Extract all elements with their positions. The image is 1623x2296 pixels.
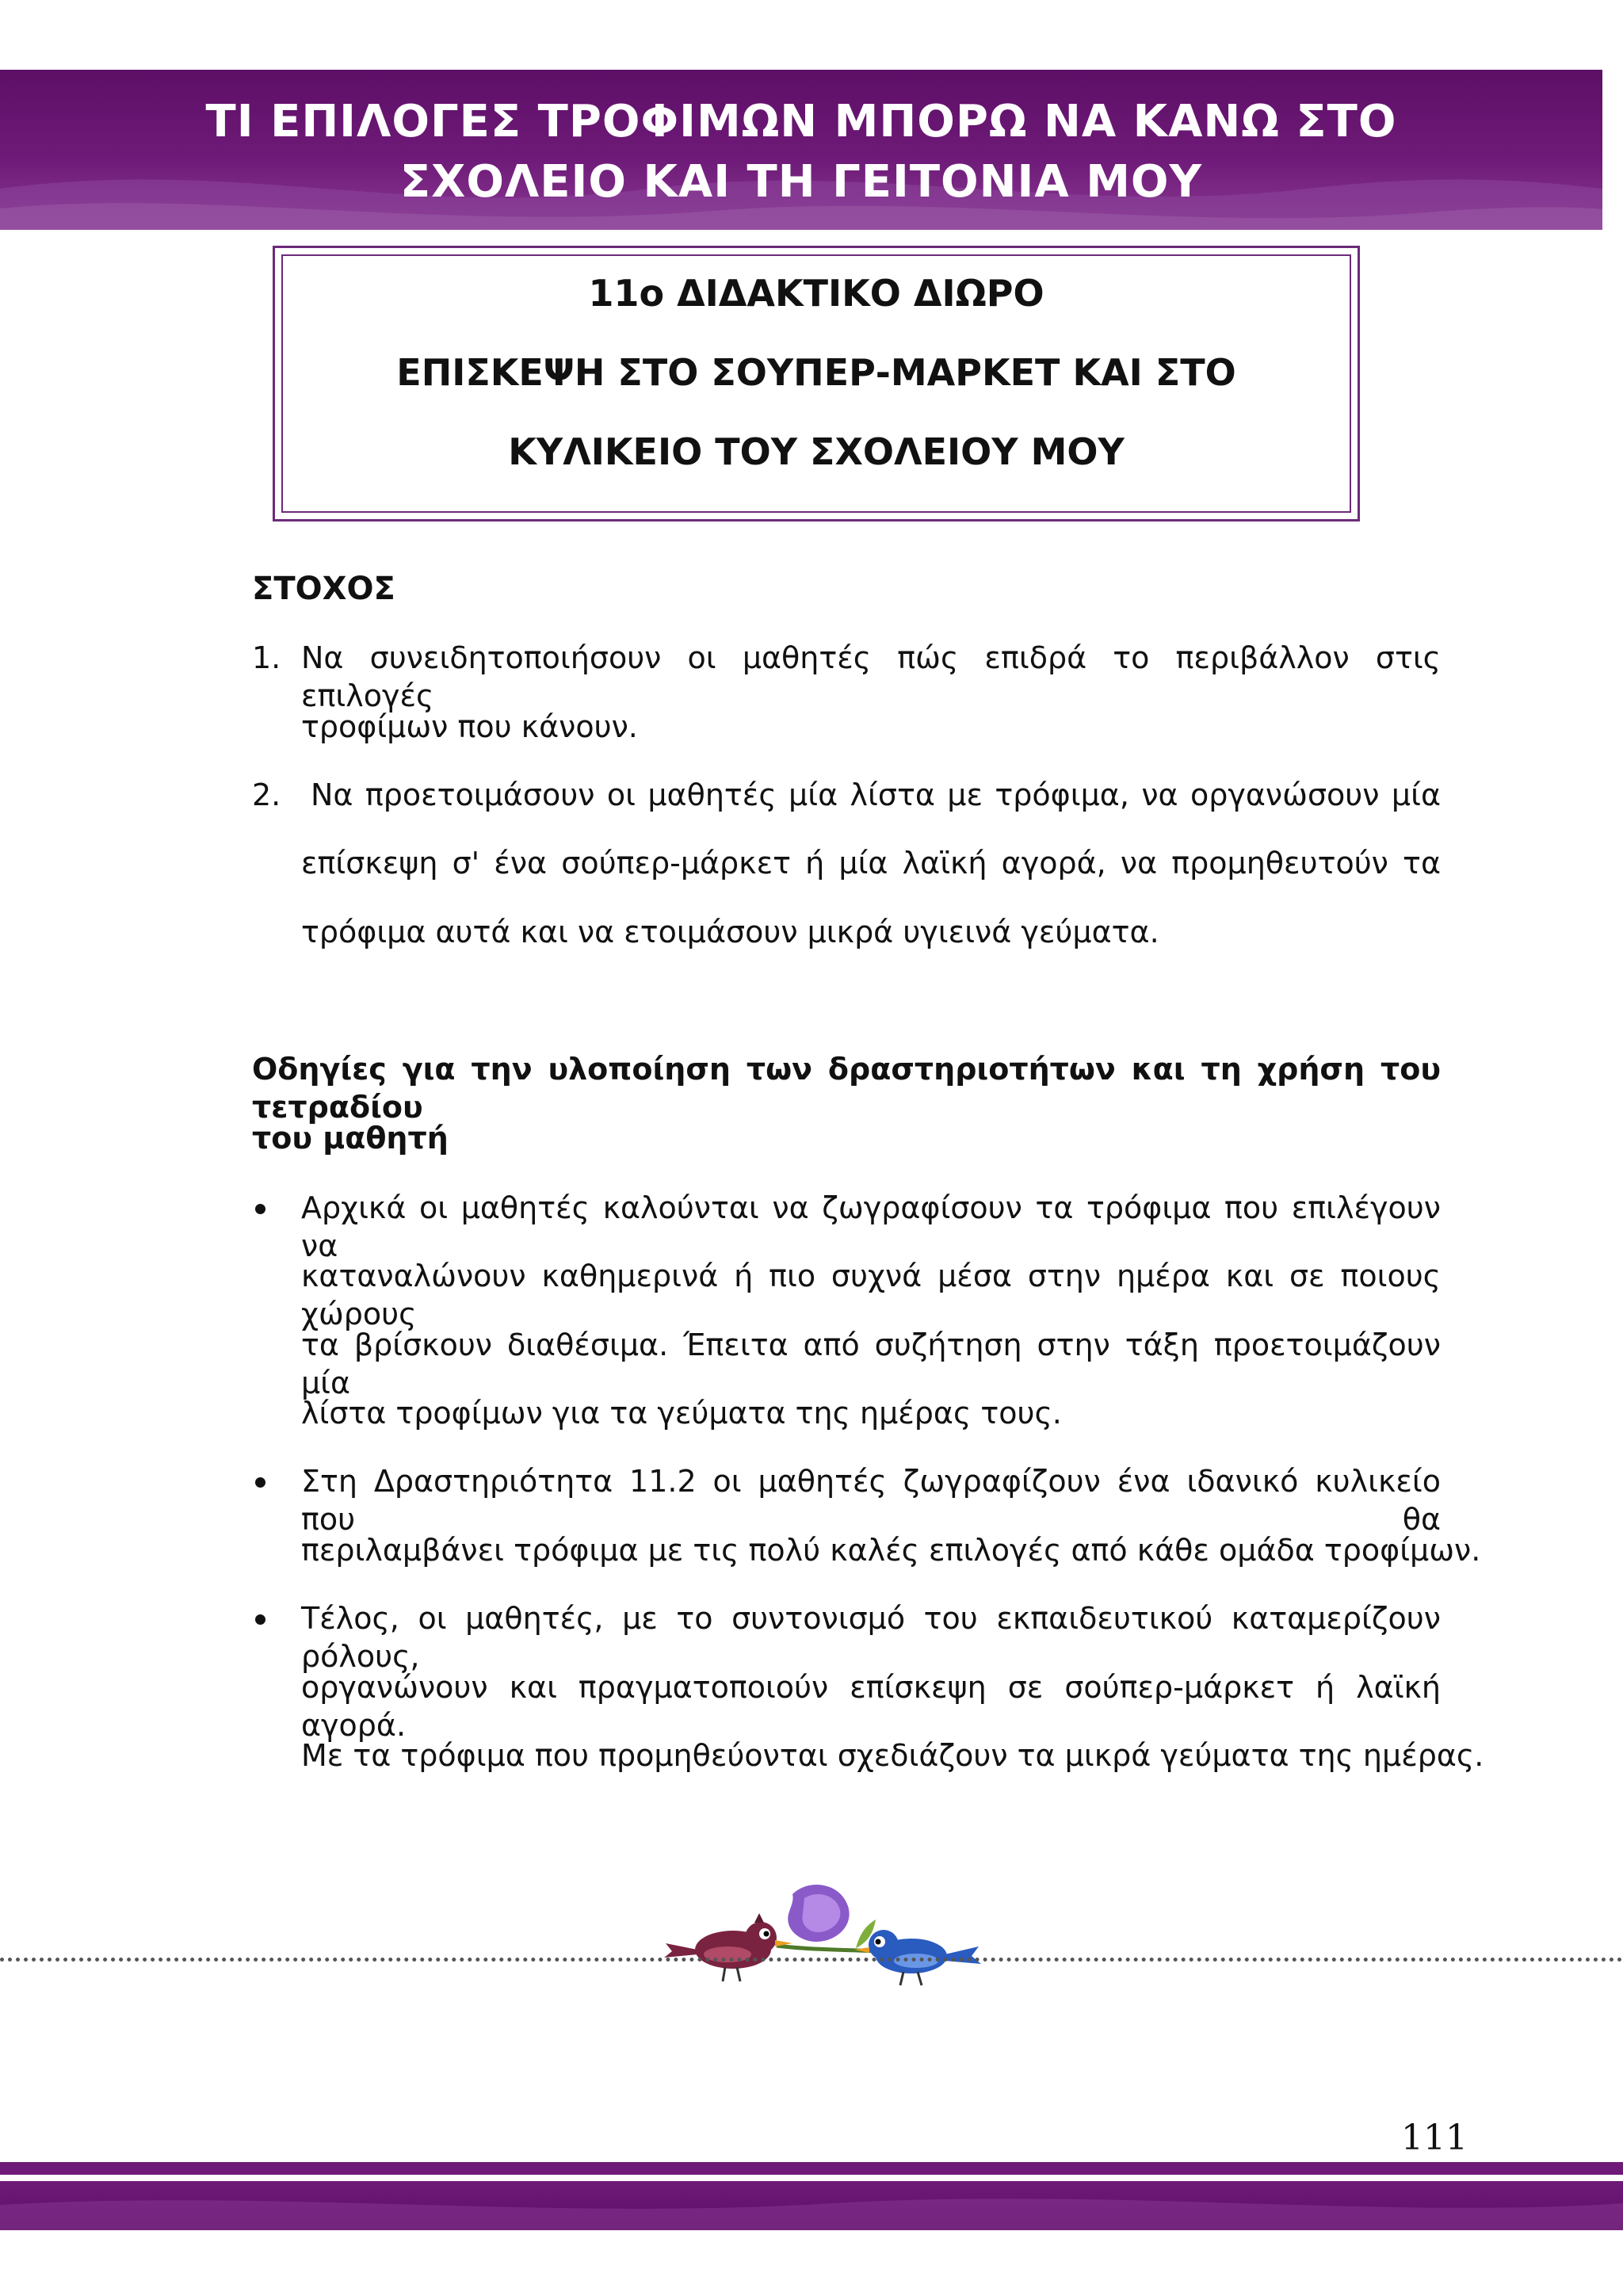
page-title: [0, 92, 1602, 212]
instructions-heading-line-1: Οδηγίες για την υλοποίηση των δραστηριοτήτων και τη χρήση του τετραδίου: [252, 1052, 1441, 1125]
instructions-heading-line-2: του μαθητή: [252, 1121, 449, 1156]
bullet-icon: [255, 1614, 265, 1625]
goal-number-1: 1.: [252, 640, 281, 675]
goal-1-line-1: Να συνειδητοποιήσουν οι μαθητές πώς επιδρά το περιβάλλον στις επιλογές: [301, 640, 1441, 713]
bullet-3-line-3: Με τα τρόφιμα που προμηθεύονται σχεδιάζουν τα μικρά γεύματα της ημέρας.: [301, 1738, 1484, 1773]
footer-dotted-divider: [0, 1958, 1623, 1962]
goal-2-line-1: Να προετοιμάσουν οι μαθητές μία λίστα με τρόφιμα, να οργανώσουν μία: [311, 777, 1441, 812]
footer-bar-thin: [0, 2162, 1623, 2175]
bullet-2-line-1: Στη Δραστηριότητα 11.2 οι μαθητές ζωγραφίζουν ένα ιδανικό κυλικείο που θα: [301, 1464, 1441, 1537]
lesson-title-box: [273, 246, 1360, 521]
bullet-3-line-1: Τέλος, οι μαθητές, με το συντονισμό του εκπαιδευτικού καταμερίζουν ρόλους,: [301, 1601, 1441, 1674]
footer-bar-thick: [0, 2181, 1623, 2230]
page-number: 111: [1401, 2118, 1468, 2158]
footer-wave-decoration: [0, 2181, 1623, 2230]
lesson-title-line-2: ΚΥΛΙΚΕΙΟ ΤΟΥ ΣΧΟΛΕΙΟΥ ΜΟΥ: [508, 430, 1125, 473]
header-banner: [0, 70, 1602, 230]
bullet-1-line-2: καταναλώνουν καθημερινά ή πιο συχνά μέσα στην ημέρα και σε ποιους χώρους: [301, 1259, 1441, 1331]
lesson-number: 11ο ΔΙΔΑΚΤΙΚΟ ΔΙΩΡΟ: [588, 272, 1044, 315]
goal-2-line-2: επίσκεψη σ' ένα σούπερ-μάρκετ ή μία λαϊκή αγορά, να προμηθευτούν τα: [301, 846, 1441, 881]
goals-heading: ΣΤΟΧΟΣ: [252, 571, 395, 607]
bullet-2-line-2: περιλαμβάνει τρόφιμα με τις πολύ καλές επιλογές από κάθε ομάδα τροφίμων.: [301, 1533, 1481, 1568]
bullet-icon: [255, 1477, 265, 1488]
goal-2-line-3: τρόφιμα αυτά και να ετοιμάσουν μικρά υγιεινά γεύματα.: [301, 915, 1159, 949]
page-title-line-1: ΤΙ ΕΠΙΛΟΓΕΣ ΤΡΟΦΙΜΩΝ ΜΠΟΡΩ ΝΑ ΚΑΝΩ ΣΤΟ: [205, 96, 1397, 147]
bullet-1-line-4: λίστα τροφίμων για τα γεύματα της ημέρας τους.: [301, 1396, 1062, 1431]
page-title-line-2: ΣΧΟΛΕΙΟ ΚΑΙ ΤΗ ΓΕΙΤΟΝΙΑ ΜΟΥ: [399, 156, 1203, 208]
bullet-1-line-1: Αρχικά οι μαθητές καλούνται να ζωγραφίσουν τα τρόφιμα που επιλέγουν να: [301, 1190, 1441, 1263]
goal-1-line-2: τροφίμων που κάνουν.: [301, 709, 638, 744]
bullet-icon: [255, 1204, 265, 1214]
bullet-1-line-3: τα βρίσκουν διαθέσιμα. Έπειτα από συζήτηση στην τάξη προετοιμάζουν μία: [301, 1328, 1441, 1400]
lesson-title-line-1: ΕΠΙΣΚΕΨΗ ΣΤΟ ΣΟΥΠΕΡ-ΜΑΡΚΕΤ ΚΑΙ ΣΤΟ: [396, 351, 1236, 394]
bullet-3-line-2: οργανώνουν και πραγματοποιούν επίσκεψη σε σούπερ-μάρκετ ή λαϊκή αγορά.: [301, 1670, 1441, 1743]
birds-flower-illustration: [658, 1862, 991, 1997]
red-bird-icon: [664, 1913, 792, 1981]
goal-number-2: 2.: [252, 777, 281, 812]
